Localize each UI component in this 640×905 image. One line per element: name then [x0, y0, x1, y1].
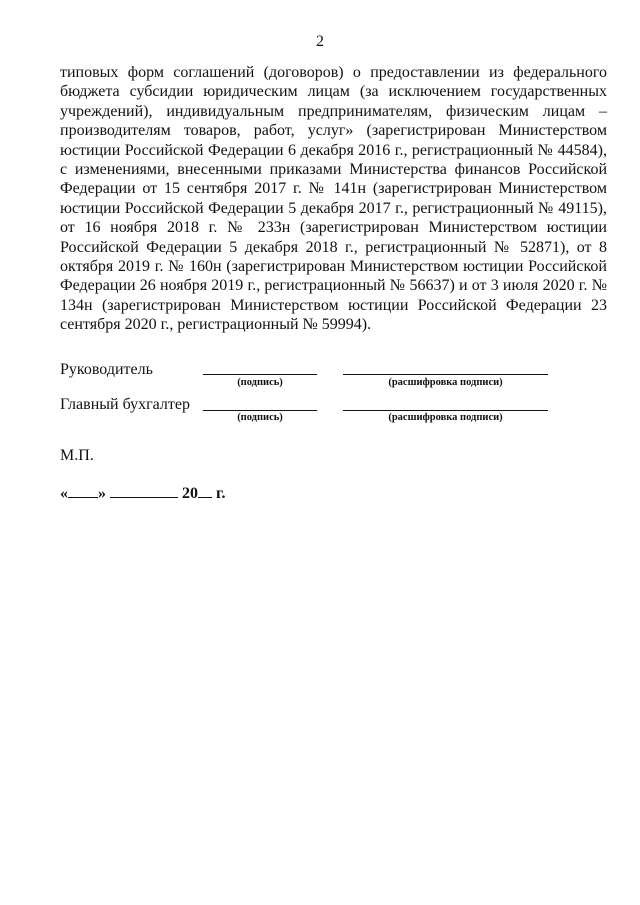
month-blank — [110, 483, 178, 498]
accountant-signature-line — [203, 410, 317, 411]
signature-row-head — [60, 361, 620, 401]
year-blank — [198, 483, 212, 498]
head-signature-caption: (подпись) — [237, 377, 283, 388]
date-suffix: г. — [216, 485, 226, 502]
head-decoding-line — [343, 374, 548, 375]
date-open-quote: « — [60, 485, 68, 502]
date-close-quote: » — [98, 485, 106, 502]
stamp-placeholder: М.П. — [60, 447, 94, 464]
signature-row-accountant — [60, 396, 620, 436]
year-prefix: 20 — [182, 485, 198, 502]
body-paragraph: типовых форм соглашений (договоров) о предоставлении из федерального бюджета субсидии юридическим лицам (за исключением государственных учреждений), индивидуальным предпринимателям, физическим лицам – производителям товаров, работ, услуг» (зарегистрирован Министерством юстиции Российской Федерации 6 декабря 2016 г., регистрационный № 44584), с изменениями, внесенными приказами Министерства финансов Российской Федерации от 15 сентября 2017 г. № 141н (зарегистрирован Министерством юстиции Российской Федерации 5 декабря 2017 г., регистрационный № 49115), от 16 ноября 2018 г. № 233н (зарегистрирован Министерством юстиции Российской Федерации 5 декабря 2018 г., регистрационный № 52871), от 8 октября 2019 г. № 160н (зарегистрирован Министерством юстиции Российской Федерации 26 ноября 2019 г., регистрационный № 56637) и от 3 июля 2020 г. № 134н (зарегистрирован Министерством юстиции Российской Федерации 23 сентября 2020 г., регистрационный № 59994). — [60, 64, 607, 334]
day-blank — [68, 483, 98, 498]
head-signature-line — [203, 374, 317, 375]
accountant-signature-caption: (подпись) — [237, 412, 283, 423]
head-label: Руководитель — [60, 361, 153, 378]
head-decoding-caption: (расшифровка подписи) — [388, 377, 503, 388]
page-number: 2 — [316, 33, 324, 50]
accountant-label: Главный бухгалтер — [60, 396, 190, 413]
accountant-decoding-line — [343, 410, 548, 411]
accountant-decoding-caption: (расшифровка подписи) — [388, 412, 503, 423]
date-line — [60, 483, 225, 503]
